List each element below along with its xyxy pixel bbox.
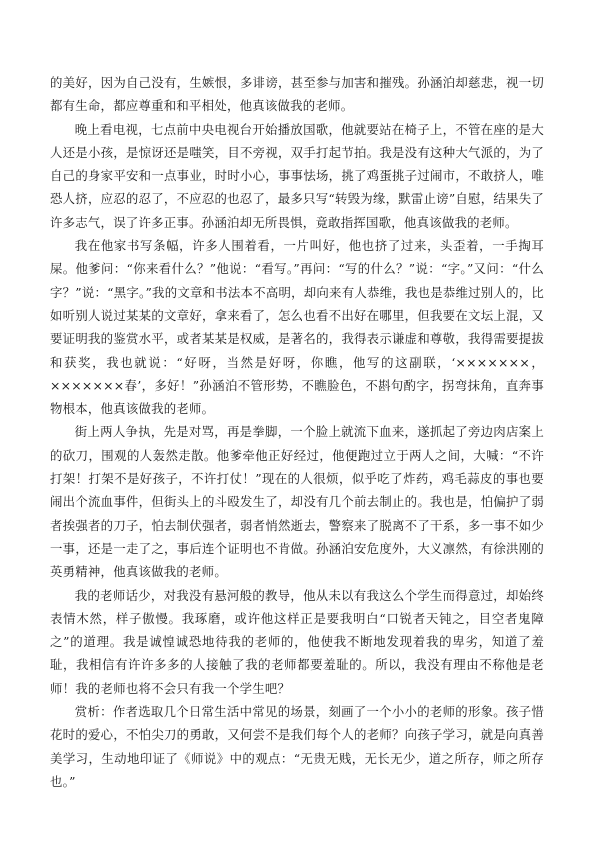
appreciation-paragraph: 赏析：作者选取几个日常生活中常见的场景，刻画了一个小小的老师的形象。孩子惜花时的爱心，不怕尖刀的勇敢，又何尝不是我们每个人的老师？向孩子学习，就是向真善美学习，生动地印证了《师说》中的观点：“无贵无贱，无长无少，道之所存，师之所存也。”	[50, 704, 544, 789]
paragraph-3: 我在他家书写条幅，许多人围着看，一片叫好，他也挤了过来，头歪着，一手掏耳屎。他爹问：“你来看什么？”他说：“看写。”再问：“写的什么？”说：“字。”又问：“什么字？”说：“黑字。”我的文章和书法本不高明，却向来有人恭维，我也是恭维过别人的，比如听别人说过某某的文章好，拿来看了，怎么也看不出好在哪里，但我要在文坛上混，又要证明我的鉴赏水平，或者某某是权威，是著名的，我得表示谦虚和尊敬，我得需要提拔和获奖，我也就说：“好呀，当然是好呀，你瞧，他写的这副联，‘×××××××，×××××××春’，多好！”孙涵泊不管形势，不瞧脸色，不斟句酌字，拐弯抹角，直奔事物根本，他真该做我的老师。	[50, 238, 544, 417]
document-body	[50, 71, 544, 793]
paragraph-1: 的美好，因为自己没有，生嫉恨，多诽谤，甚至参与加害和摧残。孙涵泊却慈悲，视一切都有生命，都应尊重和和平相处，他真该做我的老师。	[50, 75, 544, 114]
paragraph-2: 晚上看电视，七点前中央电视台开始播放国歌，他就要站在椅子上，不管在座的是大人还是小孩，是惊讶还是嗤笑，目不旁视，双手打起节拍。我是没有这种大气派的，为了自己的身家平安和一点事业，时时小心，事事怯场，挑了鸡蛋挑子过闹市，不敢挤人，唯恐人挤，应忍的忍了，不应忍的也忍了，最多只写“转毁为缘，默雷止谤”自慰，结果失了许多志气，误了许多正事。孙涵泊却无所畏惧，竟敢指挥国歌，他真该做我的老师。	[50, 121, 544, 230]
paragraph-5: 我的老师话少，对我没有悬河般的教导，他从未以有我这么个学生而得意过，却始终表情木然，样子傲慢。我琢磨，或许他这样正是要我明白“口锐者天钝之，目空者鬼障之”的道理。我是诚惶诚恐地待我的老师的，他使我不断地发现着我的卑劣，知道了羞耻，我相信有许许多多的人接触了我的老师都要羞耻的。所以，我没有理由不称他是老师！我的老师也将不会只有我一个学生吧？	[50, 587, 544, 696]
paragraph-4: 街上两人争执，先是对骂，再是拳脚，一个脸上就流下血来，遂抓起了旁边肉店案上的砍刀，围观的人轰然走散。他爹牵他正好经过，他便跑过立于两人之间，大喊：“不许打架！打架不是好孩子，不许打仗！”现在的人很烦，似乎吃了炸药，鸡毛蒜皮的事也要闹出个流血事件，但街头上的斗殴发生了，却没有几个前去制止的。我也是，怕偏护了弱者挨强者的刀子，怕去制伏强者，弱者悄然逝去，警察来了脱离不了干系，多一事不如少一事，还是一走了之，事后连个证明也不肯做。孙涵泊安危度外，大义凛然，有徐洪刚的英勇精神，他真该做我的老师。	[50, 424, 544, 580]
